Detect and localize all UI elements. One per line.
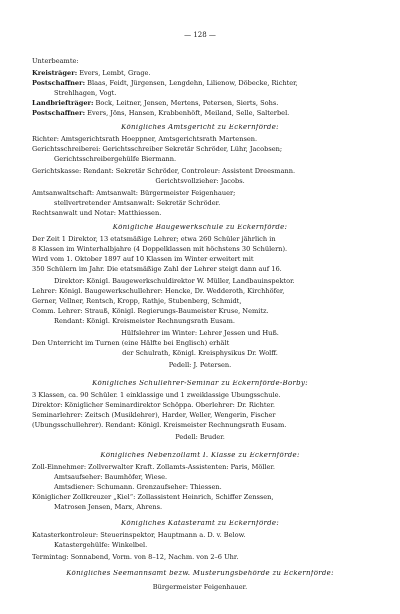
baugewerkschule-note-line: Den Unterricht im Turnen (eine Hälfte bei Englisch) erhält — [32, 340, 230, 347]
nebenzollamt-line: Königlicher Zollkreuzer „Kiel“: Zollassistent Heinrich, Schiffer Zenssen, — [32, 494, 274, 501]
baugewerkschule-paragraph-line: 8 Klassen im Winterhalbjahre (4 Doppelklassen mit höchstens 30 Schülern). — [32, 246, 288, 253]
line-text: Bock, Leitner, Jensen, Mertens, Petersen, Sierts, Sohs. — [93, 100, 279, 107]
seminar-line: 3 Klassen, ca. 90 Schüler. 1 einklassige und 1 zweiklassige Übungsschule. — [32, 392, 281, 399]
heading-nebenzollamt: Königliches Nebenzollamt I. Klasse zu Eckernförde: — [100, 452, 300, 459]
baugewerkschule-paragraph-line: Wird vom 1. Oktober 1897 auf 10 Klassen im Winter erweitert mit — [32, 256, 254, 263]
baugewerkschule-paragraph-line: Der Zeit 1 Direktor, 13 etatsmäßige Lehrer; etwa 260 Schüler jährlich in — [32, 236, 276, 243]
line-text: Blaas, Feidt, Jürgensen, Lengdehn, Lilienow, Döbecke, Richter, — [85, 80, 298, 87]
heading-unterbeamte: Unterbeamte: — [32, 58, 79, 65]
katasteramt-line: Katastergehülfe: Winkelbel. — [54, 542, 148, 549]
line-postschaffner-1 — [32, 80, 370, 87]
seemannsamt-line: Bürgermeister Feigenhauer. — [152, 584, 248, 591]
line-label: Postschaffner: — [32, 80, 86, 87]
amtsgericht-line: Gerichtsschreibergehülfe Biermann. — [54, 156, 177, 163]
baugewerkschule-staff-line: Lehrer: Königl. Baugewerkschullehrer: Hencke, Dr. Wedderoth, Kirchhöfer, — [32, 288, 285, 295]
line-text: Evers, Jöns, Hansen, Krabbenhöft, Meiland, Selle, Salterbel. — [85, 110, 290, 117]
baugewerkschule-pedell: Pedell: J. Petersen. — [168, 362, 232, 369]
line-text: Evers, Lembt, Grage. — [77, 70, 151, 77]
line-postschaffner-2 — [32, 110, 370, 117]
amtsgericht-line: Richter: Amtsgerichtsrath Hoeppner, Amtsgerichtsrath Martensen. — [32, 136, 258, 143]
heading-katasteramt: Königliches Katasteramt zu Eckernförde: — [120, 520, 279, 527]
seminar-line: (Übungsschullehrer). Rendant: Königl. Kreismeister Rechnungsrath Eusam. — [32, 422, 287, 429]
line-label: Kreisträger: — [32, 70, 78, 77]
nebenzollamt-line: Amtsaufseher: Baumhöfer, Wiese. — [54, 474, 168, 481]
nebenzollamt-line: Zoll-Einnehmer: Zollverwalter Kraft. Zollamts-Assistenten: Paris, Möller. — [32, 464, 275, 471]
nebenzollamt-line: Matrosen Jensen, Marx, Ahrens. — [54, 504, 163, 511]
amtsgericht-line: Gerichtsvollzieher: Jacobs. — [155, 178, 245, 185]
amtsgericht-line: Gerichtskasse: Rendant: Sekretär Schröder, Controleur: Assistent Dreesmann. — [32, 168, 296, 175]
baugewerkschule-assist: Hülfslehrer im Winter: Lehrer Jessen und Huß. — [121, 330, 279, 337]
heading-baugewerkschule: Königliche Baugewerkschule zu Eckernförde: — [112, 224, 288, 231]
baugewerkschule-staff-line: Rendant: Königl. Kreismeister Rechnungsrath Eusam. — [54, 318, 235, 325]
heading-seemannsamt: Königliches Seemannsamt bezw. Musterungsbehörde zu Eckernförde: — [66, 570, 334, 577]
line-label: Postschaffner: — [32, 110, 86, 117]
heading-seminar: Königliches Schullehrer-Seminar zu Eckernförde-Borby: — [92, 380, 308, 387]
amtsgericht-line: stellvertretender Amtsanwalt: Sekretär Schröder. — [54, 200, 221, 207]
baugewerkschule-staff-line: Direktor: Königl. Baugewerkschuldirektor W. Müller, Landbauinspektor. — [54, 278, 295, 285]
baugewerkschule-staff-line: Comm. Lehrer: Strauß, Königl. Regierungs-Baumeister Kruse, Nemitz. — [32, 308, 269, 315]
katasteramt-line: Termintag: Sonnabend, Vorm. von 8–12, Nachm. von 2–6 Uhr. — [32, 554, 239, 561]
seminar-line: Direktor: Königlicher Seminardirektor Schöppa. Oberlehrer: Dr. Richter. — [32, 402, 275, 409]
line-landbrieftraeger — [32, 100, 370, 107]
amtsgericht-line: Amtsanwaltschaft: Amtsanwalt: Bürgermeister Feigenhauer; — [32, 190, 236, 197]
seminar-line: Pedell: Bruder. — [175, 434, 225, 441]
heading-amtsgericht: Königliches Amtsgericht zu Eckernförde: — [121, 124, 279, 131]
baugewerkschule-note-line: der Schulrath, Königl. Kreisphysikus Dr. Wolff. — [122, 350, 278, 357]
seminar-line: Seminarlehrer: Zeitsch (Musiklehrer), Harder, Weller, Wengerin, Fischer — [32, 412, 276, 419]
page-number: — 128 — — [184, 31, 216, 39]
katasteramt-line: Katasterkontroleur: Steuerinspektor, Hauptmann a. D. v. Below. — [32, 532, 246, 539]
line-postschaffner-cont: Strehlhagen, Vogt. — [54, 90, 117, 97]
line-kreistraeger — [32, 70, 370, 77]
baugewerkschule-staff-line: Gerner, Vellner, Rentsch, Kropp, Rathje, Stubenberg, Schmidt, — [32, 298, 242, 305]
line-label: Landbriefträger: — [32, 100, 94, 107]
baugewerkschule-paragraph-line: 350 Schülern im Jahr. Die etatsmäßige Zahl der Lehrer steigt dann auf 16. — [32, 266, 282, 273]
amtsgericht-line: Rechtsanwalt und Notar: Matthiessen. — [32, 210, 162, 217]
amtsgericht-line: Gerichtsschreiberei: Gerichtsschreiber Sekretär Schröder, Lühr, Jacobsen; — [32, 146, 283, 153]
nebenzollamt-line: Amtsdiener: Schumann. Grenzaufseher: Thiessen. — [54, 484, 222, 491]
